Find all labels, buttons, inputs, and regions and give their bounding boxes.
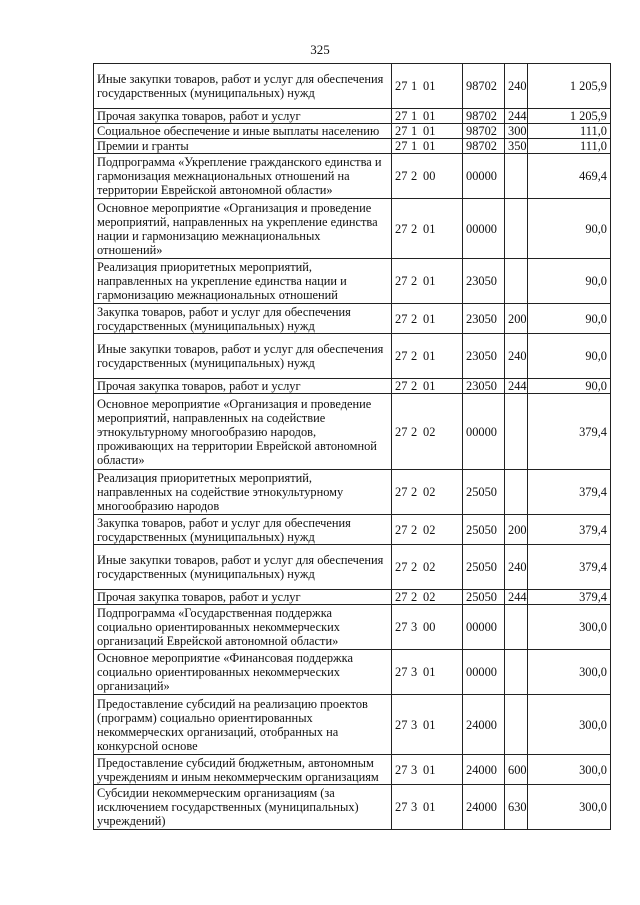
row-expense-type: 630 xyxy=(505,785,528,830)
page-number: 325 xyxy=(310,42,330,57)
row-name: Прочая закупка товаров, работ и услуг xyxy=(94,379,392,394)
code-segment: 01 xyxy=(423,717,436,732)
table-row xyxy=(94,139,611,154)
code-segment: 27 xyxy=(395,800,408,814)
code-segment: 27 xyxy=(395,620,408,634)
row-program-code: 98702 xyxy=(463,124,505,139)
code-segment: 27 xyxy=(395,379,408,393)
row-expense-type xyxy=(505,154,528,199)
row-expense-type xyxy=(505,259,528,304)
row-program-code: 98702 xyxy=(463,109,505,124)
row-program-code: 23050 xyxy=(463,304,505,334)
code-segment: 02 xyxy=(423,560,436,574)
code-segment: 3 xyxy=(411,800,418,814)
row-expense-type: 240 xyxy=(505,334,528,379)
code-segment: 01 xyxy=(423,274,436,288)
row-amount: 300,0 xyxy=(528,755,611,785)
row-code xyxy=(392,695,463,755)
table-row xyxy=(94,334,611,379)
row-code xyxy=(392,109,463,124)
row-name: Иные закупки товаров, работ и услуг для обеспечения государственных (муниципальных) нужд xyxy=(94,64,392,109)
row-code xyxy=(392,64,463,109)
row-expense-type: 200 xyxy=(505,304,528,334)
row-expense-type xyxy=(505,470,528,515)
table-row xyxy=(94,304,611,334)
code-segment: 27 xyxy=(395,762,408,777)
code-segment: 27 xyxy=(395,79,408,93)
code-segment: 2 xyxy=(411,485,418,499)
table-row xyxy=(94,109,611,124)
code-segment: 02 xyxy=(423,590,436,604)
code-segment: 2 xyxy=(411,522,418,537)
table-row xyxy=(94,154,611,199)
row-code xyxy=(392,470,463,515)
row-program-code: 24000 xyxy=(463,785,505,830)
row-amount: 379,4 xyxy=(528,515,611,545)
code-segment: 1 xyxy=(411,139,418,153)
row-program-code: 00000 xyxy=(463,394,505,470)
code-segment: 27 xyxy=(395,139,408,153)
row-name: Закупка товаров, работ и услуг для обеспечения государственных (муниципальных) нужд xyxy=(94,304,392,334)
code-segment: 3 xyxy=(411,762,418,777)
code-segment: 00 xyxy=(423,169,436,183)
table-row xyxy=(94,785,611,830)
code-segment: 01 xyxy=(423,139,436,153)
code-segment: 01 xyxy=(423,349,436,363)
code-segment: 27 xyxy=(395,560,408,574)
row-amount: 90,0 xyxy=(528,379,611,394)
row-name: Основное мероприятие «Организация и проведение мероприятий, направленных на укрепление единства нации и гармонизацию межнациональных отношений» xyxy=(94,199,392,259)
table-row xyxy=(94,545,611,590)
row-code xyxy=(392,545,463,590)
row-program-code: 25050 xyxy=(463,470,505,515)
code-segment: 27 xyxy=(395,665,408,679)
code-segment: 01 xyxy=(423,665,436,679)
row-name: Социальное обеспечение и иные выплаты населению xyxy=(94,124,392,139)
budget-table-body xyxy=(94,64,611,830)
row-code xyxy=(392,605,463,650)
code-segment: 00 xyxy=(423,620,436,634)
row-code xyxy=(392,755,463,785)
code-segment: 01 xyxy=(423,311,436,326)
row-name: Реализация приоритетных мероприятий, направленных на укрепление единства нации и гармонизацию межнациональных отношений xyxy=(94,259,392,304)
row-expense-type xyxy=(505,695,528,755)
table-row xyxy=(94,650,611,695)
code-segment: 02 xyxy=(423,424,436,439)
code-segment: 01 xyxy=(423,221,436,236)
table-row xyxy=(94,124,611,139)
code-segment: 27 xyxy=(395,522,408,537)
row-expense-type: 244 xyxy=(505,379,528,394)
row-code xyxy=(392,650,463,695)
row-name: Прочая закупка товаров, работ и услуг xyxy=(94,590,392,605)
row-code xyxy=(392,515,463,545)
row-program-code: 00000 xyxy=(463,199,505,259)
code-segment: 2 xyxy=(411,169,418,183)
row-code xyxy=(392,124,463,139)
code-segment: 1 xyxy=(411,109,418,123)
code-segment: 27 xyxy=(395,124,408,138)
row-amount: 300,0 xyxy=(528,605,611,650)
row-amount: 300,0 xyxy=(528,650,611,695)
code-segment: 01 xyxy=(423,800,436,814)
budget-table xyxy=(93,63,611,830)
row-name: Основное мероприятие «Финансовая поддержка социально ориентированных некоммерческих организаций» xyxy=(94,650,392,695)
row-expense-type: 300 xyxy=(505,124,528,139)
code-segment: 27 xyxy=(395,311,408,326)
row-program-code: 25050 xyxy=(463,545,505,590)
row-name: Закупка товаров, работ и услуг для обеспечения государственных (муниципальных) нужд xyxy=(94,515,392,545)
row-code xyxy=(392,394,463,470)
row-amount: 111,0 xyxy=(528,139,611,154)
code-segment: 01 xyxy=(423,762,436,777)
row-amount: 300,0 xyxy=(528,695,611,755)
code-segment: 02 xyxy=(423,522,436,537)
row-amount: 379,4 xyxy=(528,394,611,470)
code-segment: 2 xyxy=(411,274,418,288)
row-amount: 469,4 xyxy=(528,154,611,199)
table-row xyxy=(94,605,611,650)
code-segment: 01 xyxy=(423,379,436,393)
row-program-code: 00000 xyxy=(463,154,505,199)
row-name: Иные закупки товаров, работ и услуг для обеспечения государственных (муниципальных) нужд xyxy=(94,334,392,379)
code-segment: 2 xyxy=(411,349,418,363)
row-program-code: 00000 xyxy=(463,605,505,650)
code-segment: 3 xyxy=(411,620,418,634)
row-program-code: 23050 xyxy=(463,334,505,379)
code-segment: 1 xyxy=(411,124,418,138)
code-segment: 02 xyxy=(423,485,436,499)
code-segment: 27 xyxy=(395,717,408,732)
code-segment: 27 xyxy=(395,109,408,123)
row-amount: 379,4 xyxy=(528,545,611,590)
row-program-code: 98702 xyxy=(463,64,505,109)
row-amount: 379,4 xyxy=(528,590,611,605)
table-row xyxy=(94,259,611,304)
row-amount: 90,0 xyxy=(528,199,611,259)
row-amount: 90,0 xyxy=(528,304,611,334)
row-expense-type xyxy=(505,605,528,650)
row-code xyxy=(392,199,463,259)
table-row xyxy=(94,199,611,259)
row-program-code: 23050 xyxy=(463,259,505,304)
row-amount: 90,0 xyxy=(528,259,611,304)
row-expense-type: 244 xyxy=(505,590,528,605)
row-expense-type xyxy=(505,199,528,259)
table-row xyxy=(94,64,611,109)
table-row xyxy=(94,379,611,394)
code-segment: 27 xyxy=(395,424,408,439)
row-name: Предоставление субсидий бюджетным, автономным учреждениям и иным некоммерческим организациям xyxy=(94,755,392,785)
row-name: Основное мероприятие «Организация и проведение мероприятий, направленных на содействие этнокультурному многообразию народов, проживающих на территории Еврейской автономной области» xyxy=(94,394,392,470)
row-program-code: 98702 xyxy=(463,139,505,154)
row-code xyxy=(392,304,463,334)
code-segment: 27 xyxy=(395,485,408,499)
row-name: Прочая закупка товаров, работ и услуг xyxy=(94,109,392,124)
table-row xyxy=(94,470,611,515)
row-program-code: 25050 xyxy=(463,590,505,605)
code-segment: 27 xyxy=(395,590,408,604)
row-expense-type xyxy=(505,394,528,470)
row-name: Подпрограмма «Укрепление гражданского единства и гармонизация межнациональных отношений на территории Еврейской автономной области» xyxy=(94,154,392,199)
row-name: Премии и гранты xyxy=(94,139,392,154)
row-expense-type: 240 xyxy=(505,64,528,109)
row-code xyxy=(392,379,463,394)
code-segment: 1 xyxy=(411,79,418,93)
table-row xyxy=(94,755,611,785)
row-expense-type: 244 xyxy=(505,109,528,124)
code-segment: 27 xyxy=(395,349,408,363)
code-segment: 3 xyxy=(411,665,418,679)
row-name: Предоставление субсидий на реализацию проектов (программ) социально ориентированных некоммерческих организаций, отобранных на конкурсной основе xyxy=(94,695,392,755)
code-segment: 2 xyxy=(411,424,418,439)
row-expense-type xyxy=(505,650,528,695)
code-segment: 01 xyxy=(423,109,436,123)
row-code xyxy=(392,785,463,830)
row-code xyxy=(392,590,463,605)
code-segment: 2 xyxy=(411,311,418,326)
code-segment: 2 xyxy=(411,221,418,236)
row-amount: 1 205,9 xyxy=(528,109,611,124)
row-expense-type: 350 xyxy=(505,139,528,154)
table-row xyxy=(94,695,611,755)
table-row xyxy=(94,590,611,605)
code-segment: 2 xyxy=(411,379,418,393)
code-segment: 27 xyxy=(395,221,408,236)
row-name: Подпрограмма «Государственная поддержка социально ориентированных некоммерческих организаций Еврейской автономной области» xyxy=(94,605,392,650)
code-segment: 01 xyxy=(423,124,436,138)
row-code xyxy=(392,259,463,304)
row-amount: 379,4 xyxy=(528,470,611,515)
row-amount: 111,0 xyxy=(528,124,611,139)
row-program-code: 25050 xyxy=(463,515,505,545)
row-name: Субсидии некоммерческим организациям (за исключением государственных (муниципальных) учреждений) xyxy=(94,785,392,830)
code-segment: 2 xyxy=(411,590,418,604)
table-row xyxy=(94,394,611,470)
code-segment: 27 xyxy=(395,274,408,288)
row-code xyxy=(392,139,463,154)
row-program-code: 24000 xyxy=(463,755,505,785)
row-amount: 1 205,9 xyxy=(528,64,611,109)
row-expense-type: 200 xyxy=(505,515,528,545)
code-segment: 01 xyxy=(423,79,436,93)
row-program-code: 24000 xyxy=(463,695,505,755)
row-amount: 300,0 xyxy=(528,785,611,830)
code-segment: 2 xyxy=(411,560,418,574)
row-expense-type: 600 xyxy=(505,755,528,785)
row-expense-type: 240 xyxy=(505,545,528,590)
table-row xyxy=(94,515,611,545)
row-program-code: 00000 xyxy=(463,650,505,695)
row-code xyxy=(392,334,463,379)
row-code xyxy=(392,154,463,199)
row-name: Реализация приоритетных мероприятий, направленных на содействие этнокультурному многообразию народов xyxy=(94,470,392,515)
code-segment: 3 xyxy=(411,717,418,732)
row-program-code: 23050 xyxy=(463,379,505,394)
row-amount: 90,0 xyxy=(528,334,611,379)
row-name: Иные закупки товаров, работ и услуг для обеспечения государственных (муниципальных) нужд xyxy=(94,545,392,590)
code-segment: 27 xyxy=(395,169,408,183)
